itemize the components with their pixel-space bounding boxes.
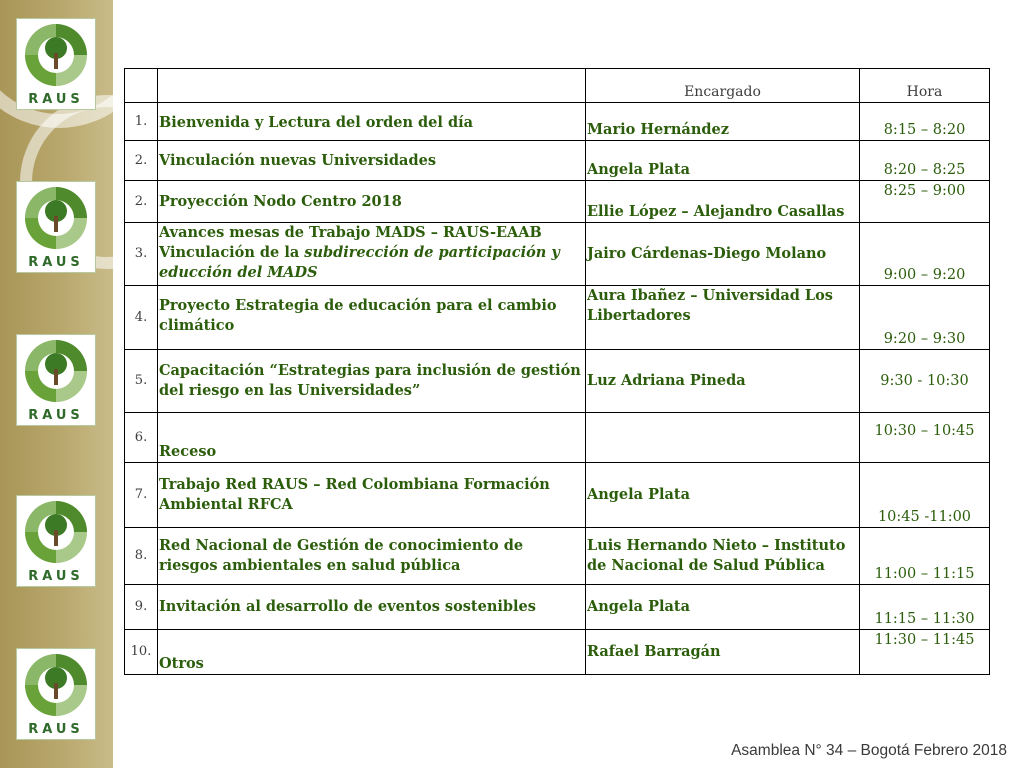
table-row xyxy=(125,585,990,630)
item-time: 9:00 – 9:20 xyxy=(860,223,990,286)
logo-text: RAUS xyxy=(28,722,84,737)
item-time: 11:30 – 11:45 xyxy=(860,630,990,675)
raus-logo xyxy=(16,181,96,273)
item-responsible: Angela Plata xyxy=(586,463,860,528)
item-time: 11:00 – 11:15 xyxy=(860,528,990,585)
slide-footer: Asamblea N° 34 – Bogotá Febrero 2018 xyxy=(731,742,1007,759)
item-time: 10:45 -11:00 xyxy=(860,463,990,528)
tree-puzzle-icon xyxy=(17,335,95,405)
table-row xyxy=(125,103,990,141)
item-number: 2. xyxy=(125,181,158,223)
header-encargado: Encargado xyxy=(586,69,860,103)
header-tema-cell xyxy=(158,69,586,103)
table-row xyxy=(125,413,990,463)
raus-logo xyxy=(16,18,96,110)
item-topic-line1: Avances mesas de Trabajo MADS – RAUS-EAAB xyxy=(159,224,542,241)
tree-puzzle-icon xyxy=(17,182,95,252)
item-responsible: Rafael Barragán xyxy=(586,630,860,675)
raus-logo xyxy=(16,648,96,740)
item-time: 9:20 – 9:30 xyxy=(860,286,990,350)
header-num-cell xyxy=(125,69,158,103)
sidebar-decoration xyxy=(0,0,113,768)
table-row xyxy=(125,181,990,223)
item-number: 5. xyxy=(125,350,158,413)
item-number: 7. xyxy=(125,463,158,528)
item-topic-line2: Vinculación de la xyxy=(159,244,305,261)
item-number: 3. xyxy=(125,223,158,286)
item-number: 1. xyxy=(125,103,158,141)
raus-logo xyxy=(16,334,96,426)
agenda-table xyxy=(124,68,990,675)
item-responsible: Mario Hernández xyxy=(586,103,860,141)
table-row xyxy=(125,350,990,413)
item-number: 9. xyxy=(125,585,158,630)
item-time: 8:25 – 9:00 xyxy=(860,181,990,223)
item-responsible: Jairo Cárdenas-Diego Molano xyxy=(586,223,860,286)
header-hora: Hora xyxy=(860,69,990,103)
item-number: 6. xyxy=(125,413,158,463)
item-topic: Receso xyxy=(158,413,586,463)
tree-puzzle-icon xyxy=(17,496,95,566)
logo-text: RAUS xyxy=(28,255,84,270)
item-number: 2. xyxy=(125,141,158,181)
item-topic: Otros xyxy=(158,630,586,675)
logo-text: RAUS xyxy=(28,569,84,584)
item-topic: Proyecto Estrategia de educación para el cambio climático xyxy=(158,286,586,350)
item-number: 10. xyxy=(125,630,158,675)
tree-puzzle-icon xyxy=(17,649,95,719)
item-time: 9:30 - 10:30 xyxy=(860,350,990,413)
raus-logo xyxy=(16,495,96,587)
table-row xyxy=(125,463,990,528)
item-time: 10:30 – 10:45 xyxy=(860,413,990,463)
item-time: 8:15 – 8:20 xyxy=(860,103,990,141)
item-responsible: Angela Plata xyxy=(586,141,860,181)
item-responsible: Aura Ibañez – Universidad Los Libertadores xyxy=(586,286,860,350)
item-topic: Proyección Nodo Centro 2018 xyxy=(158,181,586,223)
item-responsible: Luis Hernando Nieto – Instituto de Nacional de Salud Pública xyxy=(586,528,860,585)
item-number: 4. xyxy=(125,286,158,350)
item-topic: Trabajo Red RAUS – Red Colombiana Formación Ambiental RFCA xyxy=(158,463,586,528)
item-topic: Invitación al desarrollo de eventos sostenibles xyxy=(158,585,586,630)
table-row xyxy=(125,141,990,181)
table-row xyxy=(125,528,990,585)
table-header-row xyxy=(125,69,990,103)
logo-text: RAUS xyxy=(28,92,84,107)
item-topic xyxy=(158,223,586,286)
item-topic: Vinculación nuevas Universidades xyxy=(158,141,586,181)
item-time: 11:15 – 11:30 xyxy=(860,585,990,630)
item-responsible: Ellie López – Alejandro Casallas xyxy=(586,181,860,223)
item-number: 8. xyxy=(125,528,158,585)
table-row xyxy=(125,630,990,675)
item-topic: Red Nacional de Gestión de conocimiento de riesgos ambientales en salud pública xyxy=(158,528,586,585)
item-responsible xyxy=(586,413,860,463)
item-responsible: Luz Adriana Pineda xyxy=(586,350,860,413)
item-responsible: Angela Plata xyxy=(586,585,860,630)
item-topic: Bienvenida y Lectura del orden del día xyxy=(158,103,586,141)
tree-puzzle-icon xyxy=(17,19,95,89)
logo-text: RAUS xyxy=(28,408,84,423)
table-row xyxy=(125,286,990,350)
item-topic-emphasis: subdirección de participación y educción del MADS xyxy=(159,244,560,281)
item-topic: Capacitación “Estrategias para inclusión de gestión del riesgo en las Universidades” xyxy=(158,350,586,413)
item-time: 8:20 – 8:25 xyxy=(860,141,990,181)
table-row xyxy=(125,223,990,286)
